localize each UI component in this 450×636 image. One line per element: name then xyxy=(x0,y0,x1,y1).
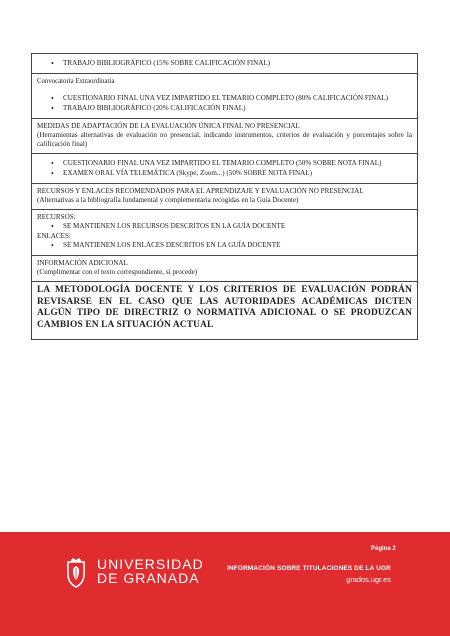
list-item: • EXAMEN ORAL VÍA TELEMÁTICA (Skype, Zoom...) (50% SOBRE NOTA FINAL) xyxy=(63,169,412,178)
row-informacion-adicional xyxy=(32,256,417,282)
section-title: RECURSOS Y ENLACES RECOMENDADOS PARA EL APRENDIZAJE Y EVALUACIÓN NO PRESENCIAL xyxy=(37,187,364,195)
footer-website-link[interactable]: grados.ugr.es xyxy=(346,575,391,584)
row-recursos-enlaces-header xyxy=(32,184,417,210)
section-title: Convocatoria Extraordinaria xyxy=(37,78,115,85)
section-subtitle: (Herramientas alternativas de evaluación no presencial, indicando instrumentos, criterios de evaluación y porcentajes sobre la calificación final) xyxy=(37,131,412,148)
bullet-list xyxy=(37,94,412,113)
section-title: MEDIDAS DE ADAPTACIÓN DE LA EVALUACIÓN ÚNICA FINAL NO PRESENCIAL xyxy=(37,122,300,130)
row-notice xyxy=(32,282,417,340)
list-item: • TRABAJO BIBLIOGRÁFICO (15% SOBRE CALIFICACIÓN FINAL) xyxy=(63,59,412,68)
footer-info-link[interactable]: INFORMACIÓN SOBRE TITULACIONES DE LA UGR xyxy=(227,565,391,572)
guide-table xyxy=(31,53,418,340)
section-subtitle: (Cumplimentar con el texto correspondiente, si procede) xyxy=(37,268,198,276)
row-medidas-items xyxy=(32,154,417,184)
bullet-list xyxy=(37,59,412,68)
row-convocatoria-extraordinaria xyxy=(32,74,417,119)
notice-text: LA METODOLOGÍA DOCENTE Y LOS CRITERIOS DE EVALUACIÓN PODRÁN REVISARSE EN EL CASO QUE LAS AUTORIDADES ACADÉMICAS DICTEN ALGÚN TIPO DE DIRECTRIZ O NORMATIVA ADICIONAL O SE PRODUZCAN CAMBIOS EN LA SITUACIÓN ACTUAL xyxy=(37,285,412,330)
list-item: • CUESTIONARIO FINAL UNA VEZ IMPARTIDO EL TEMARIO COMPLETO (50% SOBRE NOTA FINAL) xyxy=(63,159,412,168)
bullet-list xyxy=(37,222,412,231)
document-body xyxy=(31,53,418,340)
row-recursos-enlaces xyxy=(32,210,417,256)
enlaces-label: ENLACES: xyxy=(37,232,71,240)
list-item: • SE MANTIENEN LOS ENLACES DESCRITOS EN LA GUÍA DOCENTE xyxy=(63,241,412,250)
section-title: INFORMACIÓN ADICIONAL xyxy=(37,259,128,267)
university-name-line2: DE GRANADA xyxy=(97,570,200,586)
university-name-line1: UNIVERSIDAD xyxy=(97,556,204,572)
row-trabajo-bibliografico xyxy=(32,54,417,74)
section-subtitle: (Alternativas a la bibliografía fundamental y complementaria recogidas en la Guía Docente) xyxy=(37,196,299,204)
page-number: Página 2 xyxy=(371,546,396,552)
recursos-label: RECURSOS: xyxy=(37,213,76,221)
university-crest-icon xyxy=(62,558,90,588)
list-item: • TRABAJO BIBLIOGRÁFICO (20% CALIFICACIÓN FINAL) xyxy=(63,104,412,113)
bullet-list xyxy=(37,159,412,178)
list-item: • SE MANTIENEN LOS RECURSOS DESCRITOS EN LA GUÍA DOCENTE xyxy=(63,222,412,231)
list-item: • CUESTIONARIO FINAL UNA VEZ IMPARTIDO EL TEMARIO COMPLETO (80% CALIFICACIÓN FINAL) xyxy=(63,94,412,103)
bullet-list xyxy=(37,241,412,250)
row-medidas-adaptacion xyxy=(32,119,417,154)
